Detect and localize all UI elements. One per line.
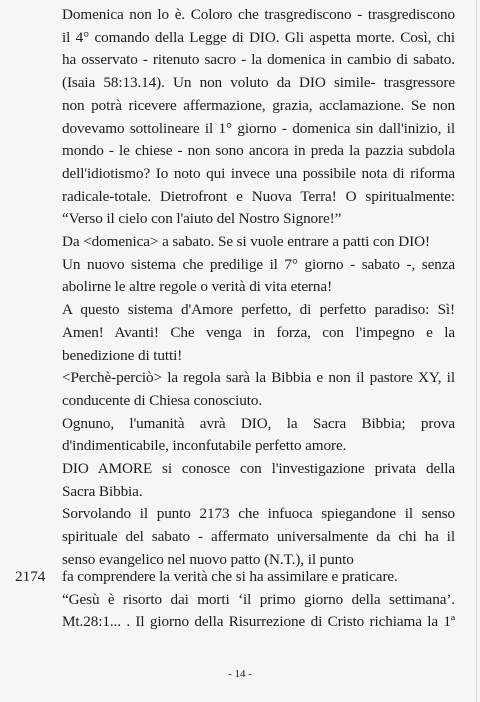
text-line: Sacra Bibbia.	[62, 483, 143, 500]
text-line: “Verso il cielo con l'aiuto del Nostro Signore!”	[62, 210, 342, 227]
text-line: abolirne le altre regole o verità di vita eterna!	[62, 278, 333, 295]
text-line: Ognuno, l'umanità avrà DIO, la Sacra Bibbia; prova	[62, 415, 455, 432]
text-line: Da <domenica> a sabato. Se si vuole entrare a patti con DIO!	[62, 233, 430, 250]
page-number: - 14 -	[228, 668, 252, 680]
text-line: mondo - le chiese - non sono ancora in preda la pazzia subdola	[62, 142, 455, 159]
text-line: il 4° comando della Legge di DIO. Gli aspetta morte. Così, chi	[62, 29, 455, 46]
section-text-line: fa comprendere la verità che si ha assimilare e praticare.	[62, 568, 398, 585]
text-line: Un nuovo sistema che predilige il 7° giorno - sabato -, senza	[62, 256, 455, 273]
text-line: non potrà ricevere affermazione, grazia, acclamazione. Se non	[62, 97, 455, 114]
text-line: spirituale del sabato - affermato universalmente da chi ha il	[62, 528, 455, 545]
text-line: <Perchè-perciò> la regola sarà la Bibbia e non il pastore XY, il	[62, 369, 455, 386]
text-line: benedizione di tutti!	[62, 347, 183, 364]
section-number: 2174	[15, 568, 46, 585]
section-text-line: Mt.28:1... . Il giorno della Risurrezione di Cristo richiama la 1ª	[62, 613, 455, 630]
text-line: senso evangelico nel nuovo patto (N.T.), il punto	[62, 551, 354, 568]
text-line: dovevamo sottolineare il 1° giorno - domenica sin dall'inizio, il	[62, 120, 455, 137]
text-line: radicale-totale. Dietrofront e Nuova Terra! O spiritualmente:	[62, 188, 455, 205]
text-line: dell'idiotismo? Io noto qui invece una possibile nota di riforma	[62, 165, 455, 182]
text-line: conducente di Chiesa conosciuto.	[62, 392, 263, 409]
text-line: Sorvolando il punto 2173 che infuoca spiegandone il senso	[62, 505, 455, 522]
text-line: d'indimenticabile, inconfutabile perfetto amore.	[62, 437, 347, 454]
section-text-line: “Gesù è risorto dai morti ‘il primo giorno della settimana’.	[62, 591, 455, 608]
text-line: (Isaia 58:13.14). Un non voluto da DIO simile- trasgressore	[62, 74, 455, 91]
text-line: A questo sistema d'Amore perfetto, di perfetto paradiso: Sì!	[62, 301, 455, 318]
text-line: Domenica non lo è. Coloro che trasgrediscono - trasgrediscono	[62, 6, 455, 23]
text-line: ha osservato - ritenuto sacro - la domenica in cambio di sabato.	[62, 51, 455, 68]
text-line: Amen! Avanti! Che venga in forza, con l'impegno e la	[62, 324, 455, 341]
text-line: DIO AMORE si conosce con l'investigazione privata della	[62, 460, 455, 477]
